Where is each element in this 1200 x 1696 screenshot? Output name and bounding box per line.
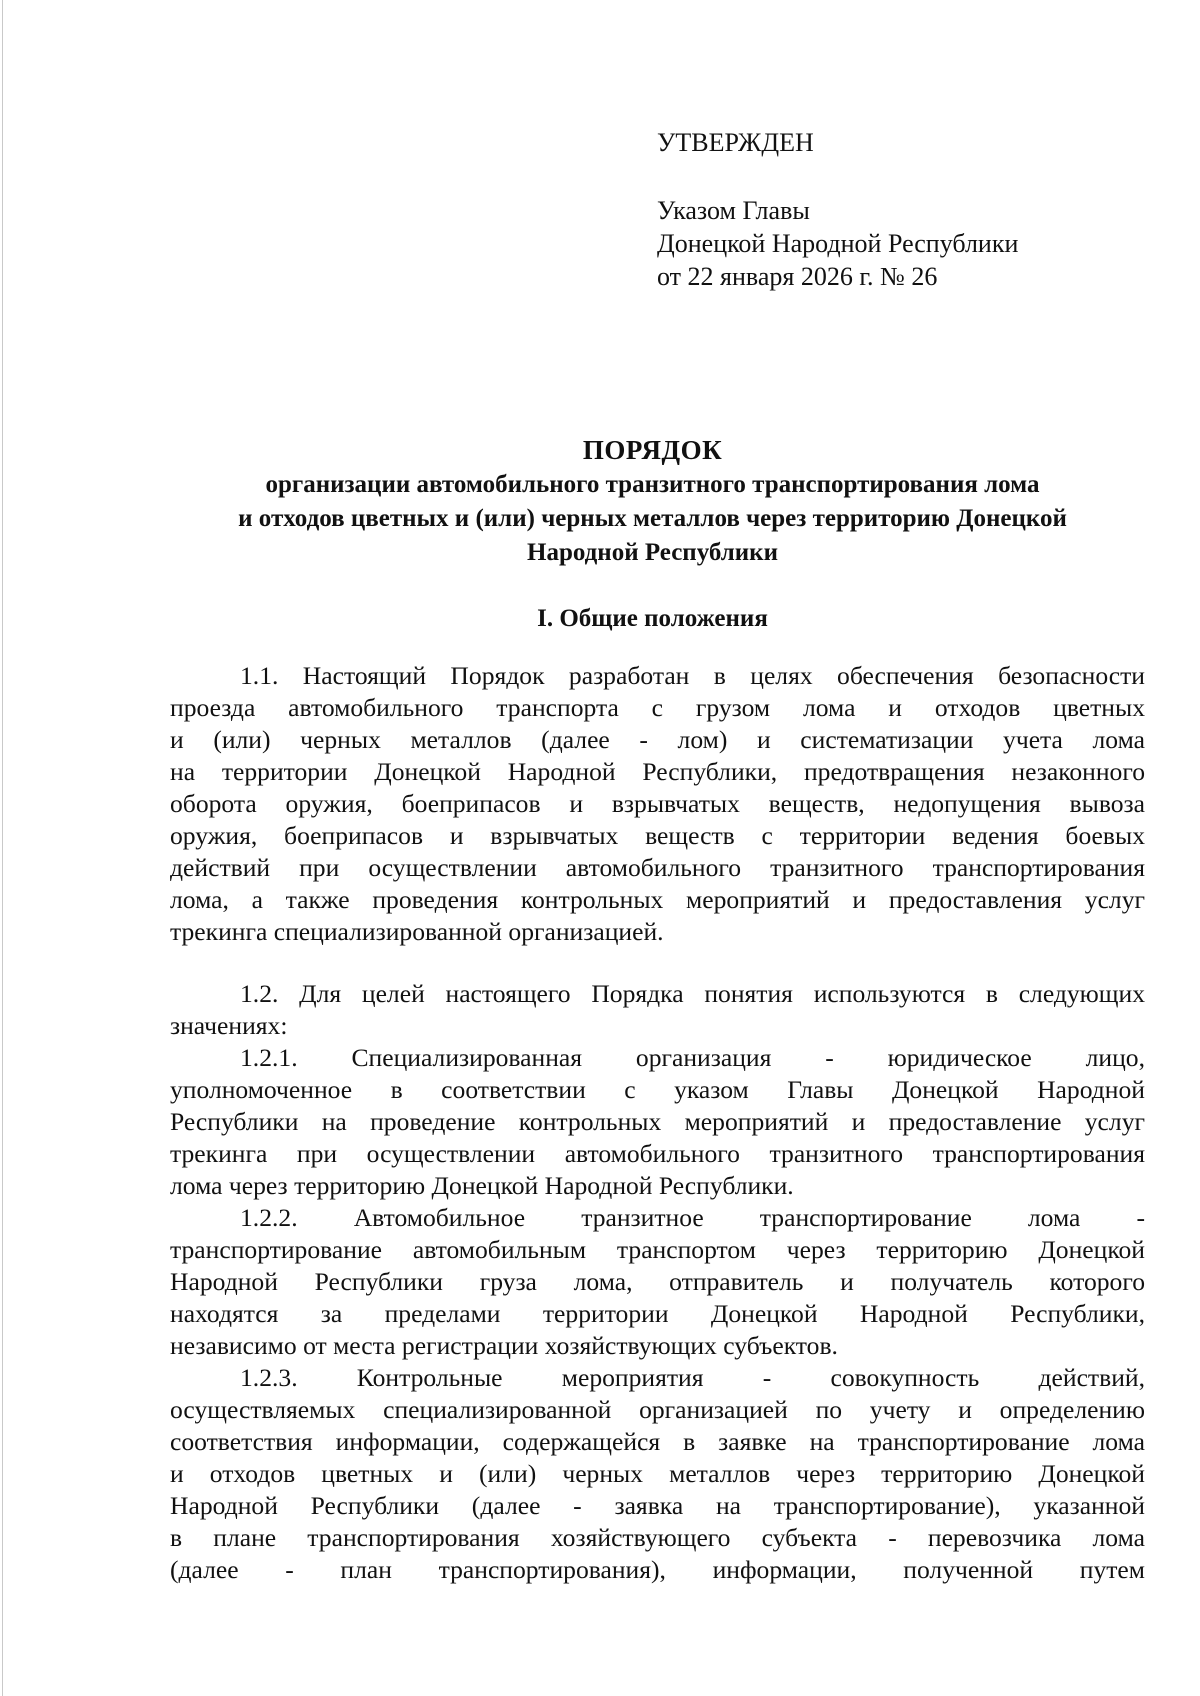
approval-gap <box>657 159 1117 194</box>
text-line: проезда автомобильного транспорта с грузом лома и отходов цветных <box>170 693 1145 722</box>
text-line: действий при осуществлении автомобильного транзитного транспортирования <box>170 853 1145 882</box>
approval-stamp-block <box>657 126 1117 293</box>
document-subtitle <box>160 468 1145 570</box>
text-line: Республики на проведение контрольных мероприятий и предоставление услуг <box>170 1107 1145 1136</box>
text-line: 1.2. Для целей настоящего Порядка понятия используются в следующих <box>240 979 1145 1008</box>
text-line: Народной Республики (далее - заявка на транспортирование), указанной <box>170 1491 1145 1520</box>
text-line: Народной Республики груза лома, отправитель и получатель которого <box>170 1267 1145 1296</box>
text-line: 1.1. Настоящий Порядок разработан в целях обеспечения безопасности <box>240 661 1145 690</box>
text-line: в плане транспортирования хозяйствующего субъекта - перевозчика лома <box>170 1523 1145 1552</box>
section-heading: I. Общие положения <box>537 605 768 632</box>
text-line: транспортирование автомобильным транспортом через территорию Донецкой <box>170 1235 1145 1264</box>
subtitle-line: и отходов цветных и (или) черных металлов через территорию Донецкой <box>238 505 1067 532</box>
text-line: лома через территорию Донецкой Народной Республики. <box>170 1171 794 1200</box>
document-title: ПОРЯДОК <box>582 435 723 465</box>
paragraph-1-2-3 <box>170 1362 1145 1586</box>
paragraph-1-2-1 <box>170 1042 1145 1202</box>
approval-decree-line-2: Донецкой Народной Республики <box>657 229 1019 258</box>
paragraph-1-1 <box>170 660 1145 948</box>
subtitle-line: Народной Республики <box>527 539 778 566</box>
text-line: оборота оружия, боеприпасов и взрывчатых веществ, недопущения вывоза <box>170 789 1145 818</box>
paragraph-1-2-2 <box>170 1202 1145 1362</box>
approval-decree-line-1: Указом Главы <box>657 196 810 225</box>
scan-edge-line <box>2 0 3 1696</box>
document-title-block <box>160 432 1145 570</box>
text-line: независимо от места регистрации хозяйствующих субъектов. <box>170 1331 838 1360</box>
text-line: осуществляемых специализированной организацией по учету и определению <box>170 1395 1145 1424</box>
text-line: 1.2.1. Специализированная организация - юридическое лицо, <box>240 1043 1145 1072</box>
subtitle-line: организации автомобильного транзитного транспортирования лома <box>265 471 1040 498</box>
text-line: и отходов цветных и (или) черных металлов через территорию Донецкой <box>170 1459 1145 1488</box>
text-line: 1.2.2. Автомобильное транзитное транспортирование лома - <box>240 1203 1145 1232</box>
approval-decree-line-3: от 22 января 2026 г. № 26 <box>657 262 938 291</box>
text-line: и (или) черных металлов (далее - лом) и систематизации учета лома <box>170 725 1145 754</box>
approval-status: УТВЕРЖДЕН <box>657 128 814 157</box>
text-line: трекинга при осуществлении автомобильного транзитного транспортирования <box>170 1139 1145 1168</box>
paragraph-1-2 <box>170 978 1145 1042</box>
text-line: соответствия информации, содержащейся в заявке на транспортирование лома <box>170 1427 1145 1456</box>
text-line: на территории Донецкой Народной Республики, предотвращения незаконного <box>170 757 1145 786</box>
text-line: оружия, боеприпасов и взрывчатых веществ с территории ведения боевых <box>170 821 1145 850</box>
text-line: находятся за пределами территории Донецкой Народной Республики, <box>170 1299 1145 1328</box>
text-line: значениях: <box>170 1011 288 1040</box>
text-line: трекинга специализированной организацией. <box>170 917 664 946</box>
text-line: (далее - план транспортирования), информации, полученной путем <box>170 1555 1145 1584</box>
text-line: уполномоченное в соответствии с указом Главы Донецкой Народной <box>170 1075 1145 1104</box>
text-line: лома, а также проведения контрольных мероприятий и предоставления услуг <box>170 885 1145 914</box>
text-line: 1.2.3. Контрольные мероприятия - совокупность действий, <box>240 1363 1145 1392</box>
document-body <box>170 660 1145 1586</box>
